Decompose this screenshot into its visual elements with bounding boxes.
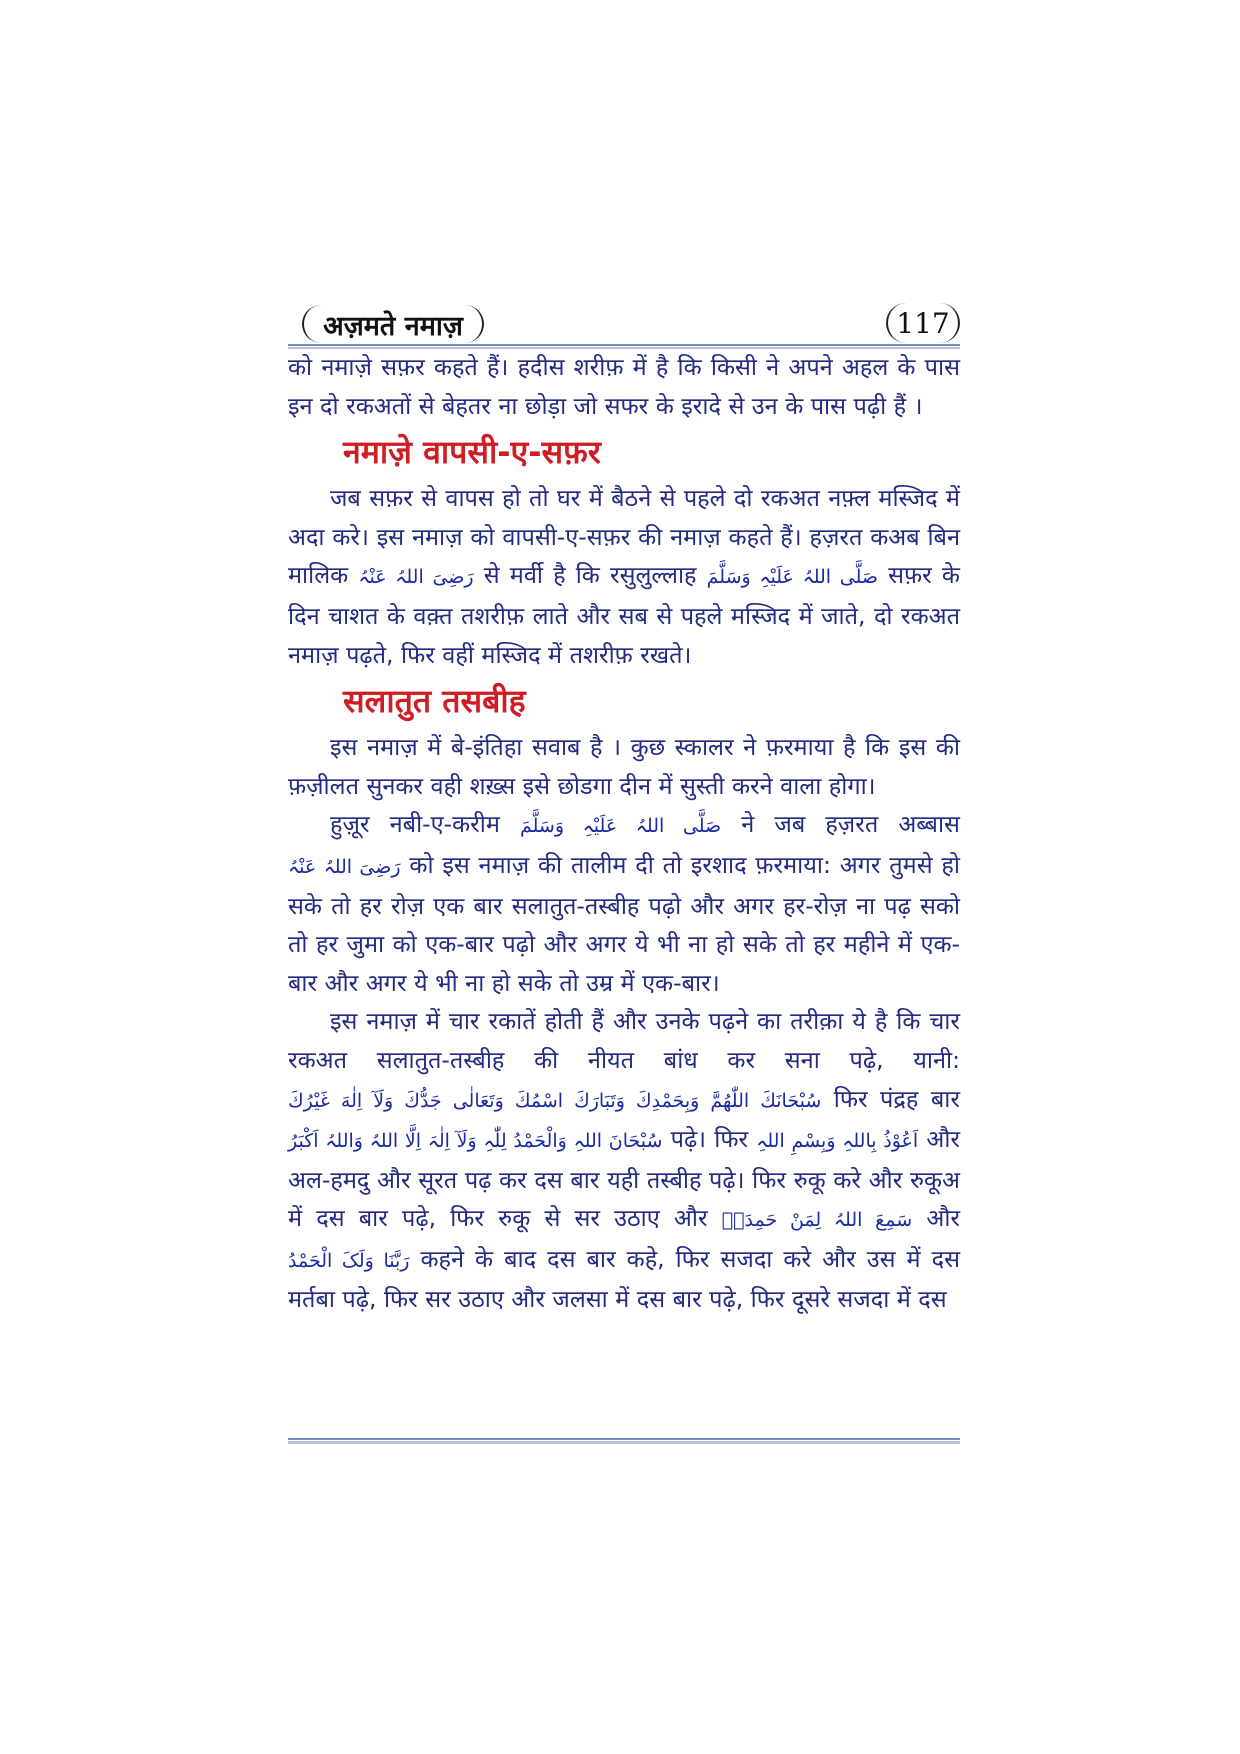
tasbih-arabic: سُبْحَانَ اللہِ وَالْحَمْدُ لِلّٰہِ وَلَآ اِلٰہَ اِلَّا اللہُ وَاللہُ اَکْبَرُ <box>288 1130 663 1153</box>
heading-namaz-wapsi-e-safar: नमाज़े वापसी-ए-सफ़र <box>343 433 601 472</box>
text-run: फिर पंद्रह बार <box>833 1084 960 1113</box>
sallallahu-alaihi-wasallam-honorific: صَلَّی اللہُ عَلَیْہِ وَسَلَّمَ <box>519 815 722 838</box>
sallallahu-alaihi-wasallam-honorific: صَلَّی اللہُ عَلَیْہِ وَسَلَّمَ <box>706 566 879 589</box>
paragraph-talim <box>288 805 960 1002</box>
text-run: जब सफ़र से वापस हो तो घर में बैठने से पहले दो रकअत नफ़्ल मस्जिद में अदा करे। इस नमाज़ को वापसी-ए-सफ़र की नमाज़ कहते हैं। हज़रत कअब बिन मालिक <box>288 484 960 590</box>
heading-salatut-tasbih: सलातुत तसबीह <box>343 682 526 721</box>
sana-arabic: سُبْحَانَكَ اللّٰهُمَّ وَبِحَمْدِكَ وَتَبَارَكَ اسْمُكَ وَتَعَالٰى جَدُّكَ وَلَآ اِلٰهَ غَيْرُكَ <box>288 1089 822 1112</box>
text-run: कहने के बाद दस बार कहे, फिर सजदा करे और उस में दस मर्तबा पढ़े, फिर सर उठाए और जलसा में दस बार पढ़े, फिर दूसरे सजदा में दस <box>288 1244 960 1314</box>
page-body <box>288 348 960 1319</box>
footer-rule <box>288 1438 960 1444</box>
paragraph-wapsi <box>288 479 960 674</box>
page-number: 117 <box>886 303 960 343</box>
text-run: हुज़ूर नबी-ए-करीम <box>330 810 500 839</box>
text-run: इस नमाज़ में चार रकातें होती हैं और उनके पढ़ने का तरीक़ा ये है कि चार रकअत सलातुत-तस्बीह की नीयत बांध कर सना पढ़े, यानी: <box>288 1007 960 1074</box>
text-run: और <box>926 1204 960 1233</box>
paragraph-tariqa <box>288 1002 960 1319</box>
rabbana-arabic: رَبَّنَا وَلَکَ الْحَمْدُ <box>288 1249 410 1272</box>
paragraph-fazilat: इस नमाज़ में बे-इंतिहा सवाब है । कुछ स्कालर ने फ़रमाया है कि इस की फ़ज़ीलत सुनकर वही शख़्स इसे छोडगा दीन में सुस्ती करने वाला होगा। <box>288 733 960 800</box>
text-run: से मर्वी है कि रसुलुल्लाह <box>483 561 697 590</box>
text-run: को इस नमाज़ की तालीम दी तो इरशाद फ़रमाया: अगर तुमसे हो सके तो हर रोज़ एक बार सलातुत-तस्बीह पढ़ो और अगर हर-रोज़ ना पढ़ सको तो हर जुमा को एक-बार पढ़ो और अगर ये भी ना हो सके तो हर महीने में एक-बार और अगर ये भी ना हो सके तो उम्र में एक-बार। <box>288 850 960 997</box>
radiallahu-anhu-honorific: رَضِیَ اللہُ عَنْہُ <box>288 855 401 878</box>
text-run: पढ़े। फिर <box>670 1125 749 1154</box>
sami-allahu-arabic: سَمِعَ اللہُ لِمَنْ حَمِدَہٗ <box>721 1209 913 1232</box>
book-title: अज़मते नमाज़ <box>302 305 484 343</box>
text-run: ने जब हज़रत अब्बास <box>741 810 960 839</box>
taawwuz-tasmiya-arabic: اَعُوْذُ بِاللہِ وَبِسْمِ اللہِ <box>756 1130 919 1153</box>
radiallahu-anhu-honorific: رَضِیَ اللہُ عَنْہُ <box>358 566 474 589</box>
text-run: सफ़र के दिन चाशत के वक़्त तशरीफ़ लाते और सब से पहले मस्जिद में जाते, दो रकअत नमाज़ पढ़ते, फिर वहीं मस्जिद में तशरीफ़ रखते। <box>288 561 960 669</box>
text-run: और अल-हमदु और सूरत पढ़ कर दस बार यही तस्बीह पढ़े। फिर रुकू करे और रुकूअ में दस बार पढ़े, फिर रुकू से सर उठाए और <box>288 1125 960 1233</box>
paragraph-intro: को नमाज़े सफ़र कहते हैं। हदीस शरीफ़ में है कि किसी ने अपने अहल के पास इन दो रकअतों से बेहतर ना छोड़ा जो सफर के इरादे से उन के पास पढ़ी हैं । <box>288 353 960 420</box>
